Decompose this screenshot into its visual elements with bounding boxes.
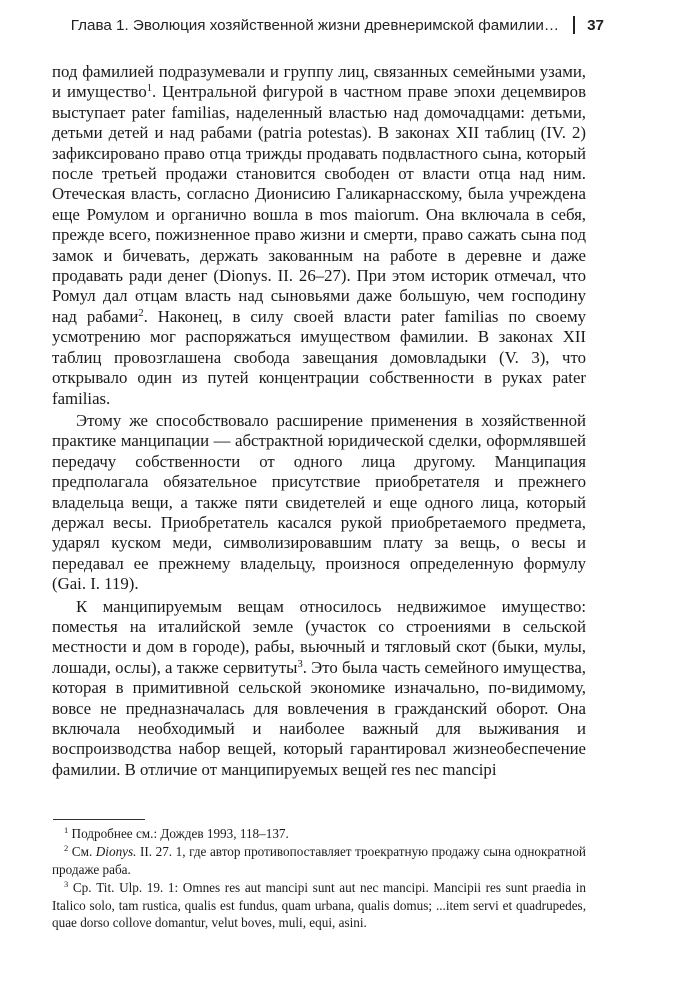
- chapter-title: Глава 1. Эволюция хозяйственной жизни древнеримской фамилии…: [70, 16, 560, 34]
- footnote-1: $^1$ Подробнее см.: Дождев 1993, 118–137.: [64, 825, 289, 841]
- footnote-ref-3: 3: [297, 658, 303, 670]
- footnote-ref-2: 2: [138, 307, 144, 319]
- paragraph-3: К манципируемым вещам относилось недвижимое имущество: поместья на италийской земле (участок со строениями в сельской местности и дом в городе), рабы, вьючный и тягловый скот (быки, мулы, лошади, ослы), а также сервитуты$^3$. Это была часть семейного имущества, которая в примитивной сельской экономике изначально, по-видимому, вовсе не предназначалась для вовлечения в гражданский оборот. Она включала необходимый и наиболее важный для выживания и воспроизводства набор вещей, который гарантировал жизнеобеспечение фамилии. В отличие от манципируемых вещей res nec mancipi: [52, 596, 586, 779]
- header-separator: [573, 16, 575, 34]
- paragraph-1: под фамилией подразумевали и группу лиц, связанных семейными узами, и имущество$^1$. Центральной фигурой в частном праве эпохи децемвиров выступает pater familias, наделенный властью над домочадцами: детьми, детьми детей и над рабами (patria potestas). В законах XII таблиц (IV. 2) зафиксировано право отца трижды продавать подвластного сына, который после третьей продажи становится свободен от власти отца над ним. Отеческая власть, согласно Дионисию Галикарнасскому, была учреждена еще Ромулом и органично вошла в mos maiorum. Она включала в себя, прежде всего, пожизненное право жизни и смерти, право сажать сына под замок и бичевать, держать закованным на работе в деревне и даже продавать ради денег (Dionys. II. 26–27). При этом историк отмечал, что Ромул дал отцам власть над сыновьями даже большую, чем господину над рабами$^2$. Наконец, в силу своей власти pater familias по своему усмотрению мог распоряжаться имуществом фамилии. В законах XII таблиц провозглашена свобода завещания домовладыки (V. 3), что открывало один из путей концентрации собственности в руках pater familias.: [52, 62, 586, 408]
- running-header: [58, 12, 604, 38]
- footnote-2: $^2$ См. Dionys. II. 27. 1, где автор противопоставляет троекратную продажу сына однократной продаже раба.: [52, 843, 586, 877]
- footnote-3: $^3$ Ср. Tit. Ulp. 19. 1: Omnes res aut mancipi sunt aut nec mancipi. Mancipii res sunt praedia in Italico solo, tam rustica, qualis est fundus, quam urbana, qualis domus; ...item servi et quadrupedes, quae dorso collove domantur, velut boves, muli, equi, asini.: [52, 879, 586, 931]
- footnotes: [52, 825, 586, 931]
- page-number: 37: [587, 16, 604, 34]
- footnote-ref-1: 1: [146, 83, 152, 95]
- footnote-rule: [53, 819, 145, 820]
- main-text: [52, 62, 586, 780]
- paragraph-2: Этому же способствовало расширение применения в хозяйственной практике манципации — абстрактной юридической сделки, оформлявшей передачу собственности от одного лица другому. Манципация предполагала обязательное присутствие приобретателя и прежнего владельца вещи, а также пяти свидетелей и еще одного лица, который держал весы. Приобретатель касался рукой приобретаемого предмета, ударял куском меди, символизировавшим плату за вещь, о весы и передавал ее прежнему владельцу, произнося определенную формулу (Gai. I. 119).: [52, 410, 586, 594]
